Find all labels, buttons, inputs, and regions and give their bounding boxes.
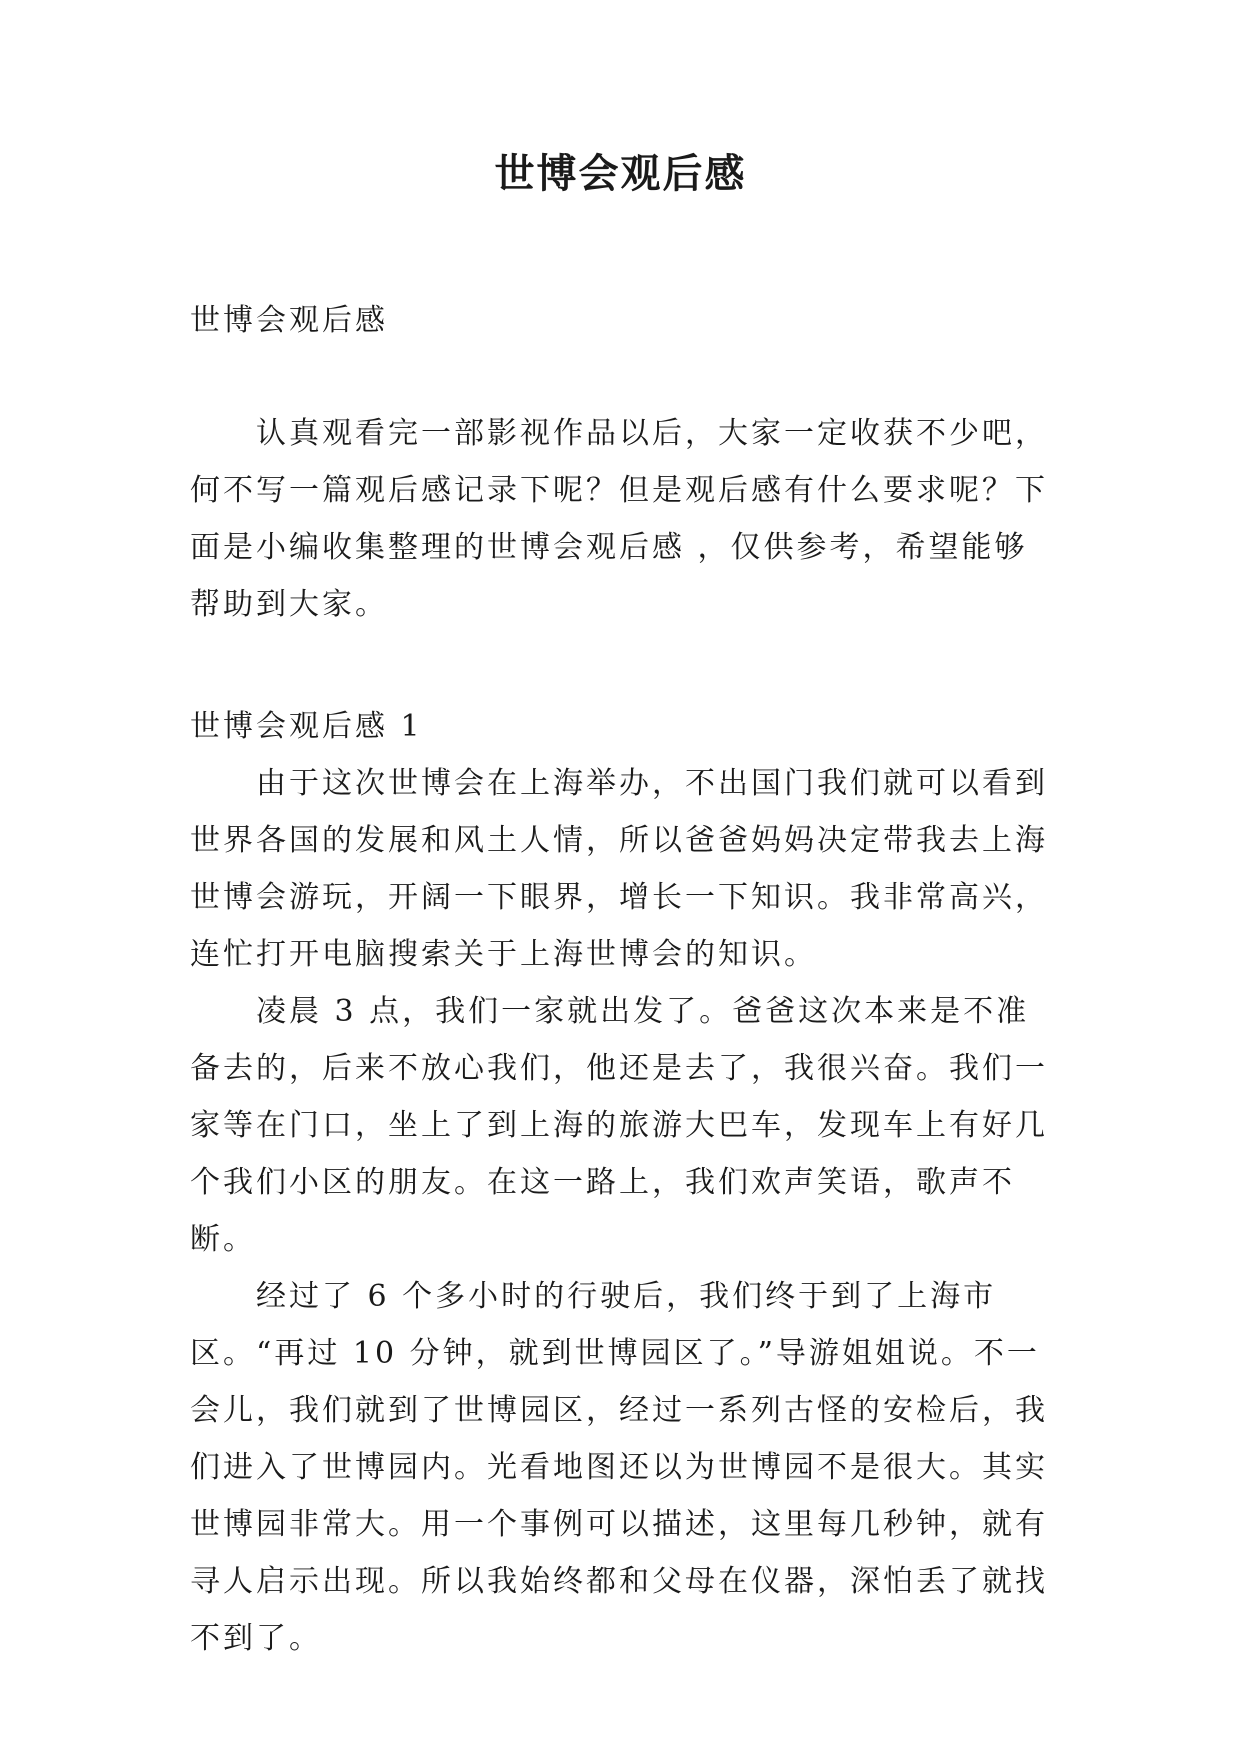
- essay-section-1: [190, 698, 1055, 1667]
- body-paragraph: 由于这次世博会在上海举办，不出国门我们就可以看到世界各国的发展和风土人情，所以爸爸妈妈决定带我去上海世博会游玩，开阔一下眼界，增长一下知识。我非常高兴，连忙打开电脑搜索关于上海世博会的知识。: [190, 766, 1048, 972]
- subtitle-text: 世博会观后感: [190, 303, 388, 338]
- intro-section: [190, 405, 1055, 633]
- body-paragraph: 凌晨 3 点，我们一家就出发了。爸爸这次本来是不准备去的，后来不放心我们，他还是去了，我很兴奋。我们一家等在门口，坐上了到上海的旅游大巴车，发现车上有好几个我们小区的朋友。在这一路上，我们欢声笑语，歌声不断。: [190, 994, 1048, 1257]
- body-paragraph: 经过了 6 个多小时的行驶后，我们终于到了上海市区。“再过 10 分钟，就到世博园区了。”导游姐姐说。不一会儿，我们就到了世博园区，经过一系列古怪的安检后，我们进入了世博园内。光看地图还以为世博园不是很大。其实世博园非常大。用一个事例可以描述，这里每几秒钟，就有寻人启示出现。所以我始终都和父母在仪器，深怕丢了就找不到了。: [190, 1279, 1048, 1656]
- document-title: 世博会观后感: [494, 150, 747, 197]
- section-heading: 世博会观后感 1: [190, 709, 423, 744]
- intro-paragraph: 认真观看完一部影视作品以后，大家一定收获不少吧，何不写一篇观后感记录下呢？但是观后感有什么要求呢？下面是小编收集整理的世博会观后感 ，仅供参考，希望能够帮助到大家。: [190, 416, 1048, 622]
- document-subtitle: [190, 292, 1055, 349]
